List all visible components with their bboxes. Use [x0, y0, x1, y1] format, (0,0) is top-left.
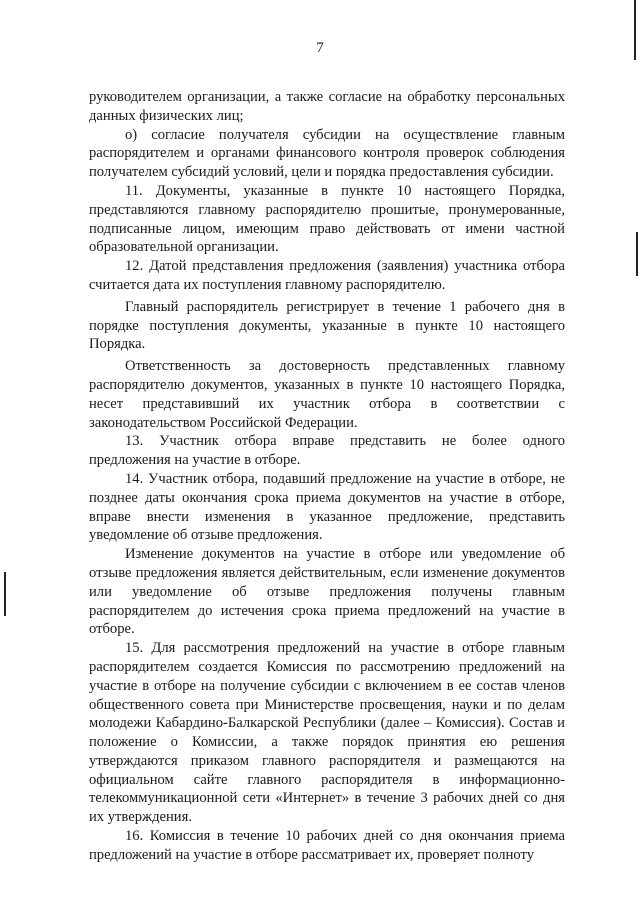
paragraph-item-16: 16. Комиссия в течение 10 рабочих дней со дня окончания приема предложений на участие в отборе рассматривает их, проверяет полноту — [89, 828, 565, 863]
page-number: 7 — [316, 40, 324, 56]
scan-edge-mark-top-right — [634, 0, 636, 60]
paragraph-registration: Главный распорядитель регистрирует в течение 1 рабочего дня в порядке поступления документы, указанные в пункте 10 настоящего Порядка. — [89, 298, 565, 353]
paragraph-continuation: руководителем организации, а также согласие на обработку персональных данных физических лиц; — [89, 89, 565, 124]
scan-edge-mark-left — [4, 572, 6, 616]
paragraph-item-13: 13. Участник отбора вправе представить не более одного предложения на участие в отборе. — [89, 433, 565, 469]
paragraph-changes: Изменение документов на участие в отборе или уведомление об отзыве предложения является действительным, если изменение документов или уведомление об отзыве предложения получены главным распорядителем до истечения срока приема предложений на участие в отборе. — [89, 546, 565, 638]
paragraph-responsibility: Ответственность за достоверность представленных главному распорядителю документов, указанных в пункте 10 настоящего Порядка, несет представивший их участник отбора в соответствии с законодательством Российской Федерации. — [89, 358, 565, 431]
paragraph-subitem-o: о) согласие получателя субсидии на осуществление главным распорядителем и органами финансового контроля проверок соблюдения получателем субсидий условий, цели и порядка предоставления субсидии. — [89, 126, 565, 181]
paragraph-item-12: 12. Датой представления предложения (заявления) участника отбора считается дата их поступления главному распорядителю. — [89, 258, 565, 293]
paragraph-item-11: 11. Документы, указанные в пункте 10 настоящего Порядка, представляются главному распорядителю прошитые, пронумерованные, подписанные лицом, имеющим право действовать от имени частной образовательной организации. — [89, 182, 565, 256]
paragraph-item-14: 14. Участник отбора, подавший предложение на участие в отборе, не позднее даты окончания срока приема документов на участие в отборе, вправе внести изменения в указанное предложение, представить уведомление об отзыве предложения. — [89, 470, 565, 544]
document-body — [89, 88, 565, 865]
scan-edge-mark-right — [636, 232, 638, 276]
paragraph-item-15: 15. Для рассмотрения предложений на участие в отборе главным распорядителем создается Комиссия по рассмотрению предложений на участие в отборе на получение субсидии с включением в ее состав членов общественного совета при Министерстве просвещения, науки и по делам молодежи Кабардино-Балкарской Республики (далее – Комиссия). Состав и положение о Комиссии, а также порядок принятия ею решения утверждаются приказом главного распорядителя и размещаются на официальном сайте главного распорядителя в информационно-телекоммуникационной сети «Интернет» в течение 3 рабочих дней со дня их утверждения. — [89, 640, 565, 826]
